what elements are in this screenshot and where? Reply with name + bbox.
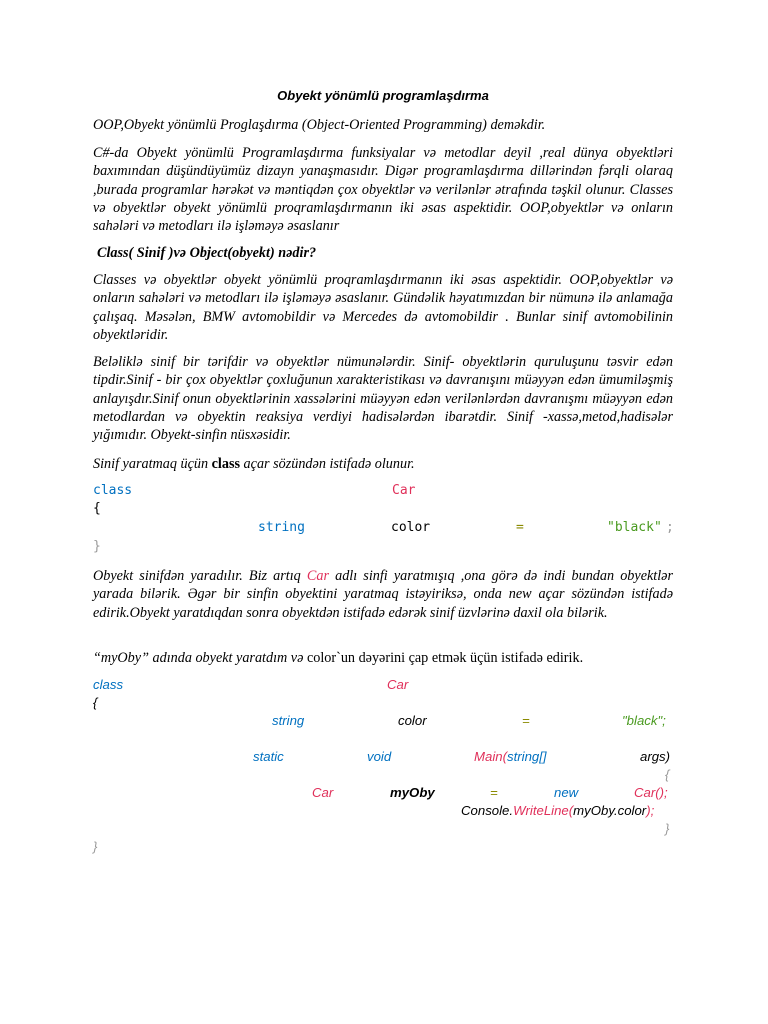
code-field-name: color xyxy=(398,713,427,728)
code-equals: = xyxy=(516,520,524,535)
code-keyword-static: static xyxy=(253,749,284,764)
code-end: ); xyxy=(646,803,655,818)
code-block-main xyxy=(93,676,673,856)
code-keyword-class: class xyxy=(93,677,124,692)
code-param-type: string[] xyxy=(506,749,547,764)
code-close-brace: } xyxy=(93,539,101,554)
code-type-string: string xyxy=(258,520,305,535)
code-console-writeline xyxy=(461,802,654,820)
code-keyword-new: new xyxy=(554,785,579,800)
text-segment: “myOby” adında obyekt yaratdım və xyxy=(93,650,307,666)
code-arg: myOby.color xyxy=(573,803,647,818)
paragraph-oop-description: C#-da Obyekt yönümlü Programlaşdırma funksiyalar və metodlar deyil ,real dünya obyektləri baxımından düşündüyümüz dizayn yanaşmasıdır. Digər programlaşdırma dillərindən fərqli olaraq ,burada programlar hərəkət və məntiqdən çox obyektlər və verilənlər ətrafında təşkil olunur. Classes və obyektlər obyekt yönümlü proqramlaşdırmanın iki əsas aspektidir. OOP,obyektlər və onların sahələri və metodları ilə işləməyə əsaslanır xyxy=(93,145,673,235)
text-segment: color`un dəyərini çap etmək üçün istifadə edirik. xyxy=(306,650,584,666)
paragraph-oop-definition: OOP,Obyekt yönümlü Proglaşdırma (Object-Oriented Programming) deməkdir. xyxy=(93,117,546,133)
page-title: Obyekt yönümlü programlaşdırma xyxy=(277,88,489,103)
code-semicolon: ; xyxy=(666,520,674,535)
code-keyword-void: void xyxy=(367,749,392,764)
code-equals: = xyxy=(490,785,498,800)
code-keyword-class: class xyxy=(93,483,133,498)
car-inline-code: Car xyxy=(306,568,329,584)
code-main-method xyxy=(474,748,547,766)
code-main-name: Main( xyxy=(474,749,507,764)
code-writeline: WriteLine( xyxy=(513,803,574,818)
code-inner-close-brace: } xyxy=(665,821,670,836)
paragraph-class-definition: Beləliklə sinif bir tərifdir və obyektlər nümunələrdir. Sinif- obyektlərin quruluşunu təsvir edən tipdir.Sinif - bir çox obyektlər çoxluğunun xarakteristikası və davranışını müəyyən edən ümumiləşmiş anlayışdır.Sinif onun obyektlərinin xassələrini müəyyən edən verilənlərdən davranışmı müəyyən edən metodlardan və obyektin reaksiya verdiyi hadisələrdən ibarətdir. Sinif -xassə,metod,hadisələr yığımıdır. Obyekt-sinfin nüsxəsidir. xyxy=(93,354,673,444)
code-inner-open-brace: { xyxy=(665,767,670,782)
document-page xyxy=(93,0,673,1024)
code-open-brace: { xyxy=(93,695,98,710)
paragraph-object-creation xyxy=(93,567,673,622)
code-car-type: Car xyxy=(312,785,334,800)
code-constructor: Car(); xyxy=(634,785,668,800)
code-string-value: "black" xyxy=(607,520,662,535)
code-type-string: string xyxy=(272,713,305,728)
code-open-brace: { xyxy=(93,501,101,516)
code-block-class-car xyxy=(93,482,673,557)
code-string-value: "black"; xyxy=(622,713,666,728)
code-console: Console. xyxy=(461,803,514,818)
text-segment: Sinif yaratmaq üçün xyxy=(93,456,212,472)
paragraph-class-keyword xyxy=(93,455,673,473)
code-class-name: Car xyxy=(387,677,409,692)
paragraph-myoby xyxy=(93,649,673,667)
text-segment: adlı sinfi yaratmışıq ,ona görə də indi bundan obyektlər yarada bilərik. Əgər bir sinfin obyektini yaratmaq istəyiriksə, onda new açar sözündən istifadə edirik.Obyekt yaratdıqdan sonra obyektdən istifadə edərək sinif üzvlərinə daxil ola bilərik. xyxy=(93,568,673,621)
code-equals: = xyxy=(522,713,530,728)
code-close-brace: } xyxy=(93,839,98,854)
code-args: args) xyxy=(640,749,671,764)
paragraph-classes-objects: Classes və obyektlər obyekt yönümlü proqramlaşdırmanın iki əsas aspektidir. OOP,obyektlər və onların sahələri və metodları ilə işləməyə əsaslanır. Gündəlik həyatımızdan bir nümunə ilə anlamağa çalışaq. Məsələn, BMW avtomobildir və Mercedes də avtomobildir . Bunlar sinif avtomobilinin obyektləridir. xyxy=(93,272,673,343)
section-heading: Class( Sinif )və Object(obyekt) nədir? xyxy=(97,245,317,261)
code-variable-myoby: myOby xyxy=(390,785,435,800)
code-class-name: Car xyxy=(392,483,416,498)
class-keyword: class xyxy=(211,456,240,472)
text-segment: açar sözündən istifadə olunur. xyxy=(240,456,415,472)
code-field-name: color xyxy=(391,520,431,535)
text-segment: Obyekt sinifdən yaradılır. Biz artıq xyxy=(93,568,307,584)
